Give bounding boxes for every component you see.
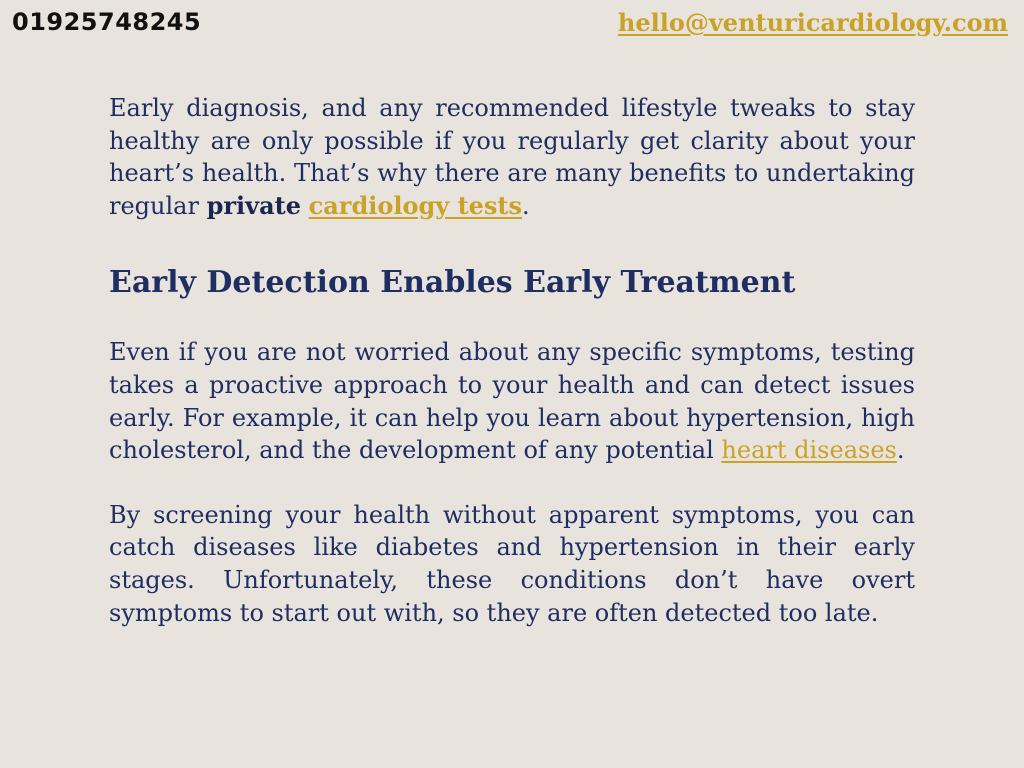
email-link[interactable]: hello@venturicardiology.com — [617, 8, 1008, 37]
detection-paragraph — [109, 336, 915, 466]
cardiology-tests-link[interactable]: cardiology tests — [308, 190, 523, 220]
intro-paragraph-end: . — [522, 191, 530, 220]
intro-paragraph — [109, 92, 915, 222]
phone-number: 01925748245 — [12, 8, 202, 36]
detection-paragraph-end: . — [896, 436, 905, 465]
heart-diseases-link[interactable]: heart diseases — [721, 436, 897, 465]
intro-paragraph-text: Early diagnosis, and any recommended lifestyle tweaks to stay healthy are only possible if you regularly get clarity about your heart’s health. That’s why there are many benefits to undertaking regular — [109, 94, 915, 220]
section-heading: Early Detection Enables Early Treatment — [109, 265, 796, 301]
screening-paragraph: By screening your health without apparent symptoms, you can catch diseases like diabetes and hypertension in their early stages. Unfortunately, these conditions don’t have overt symptoms to start out with, so they are often detected too late. — [109, 500, 915, 627]
article-body — [109, 92, 915, 629]
detection-paragraph-text: Even if you are not worried about any specific symptoms, testing takes a proactive approach to your health and can detect issues early. For example, it can help you learn about hypertension, high cholesterol, and the development of any potential — [109, 338, 915, 465]
emphasis-private: private — [206, 190, 301, 220]
